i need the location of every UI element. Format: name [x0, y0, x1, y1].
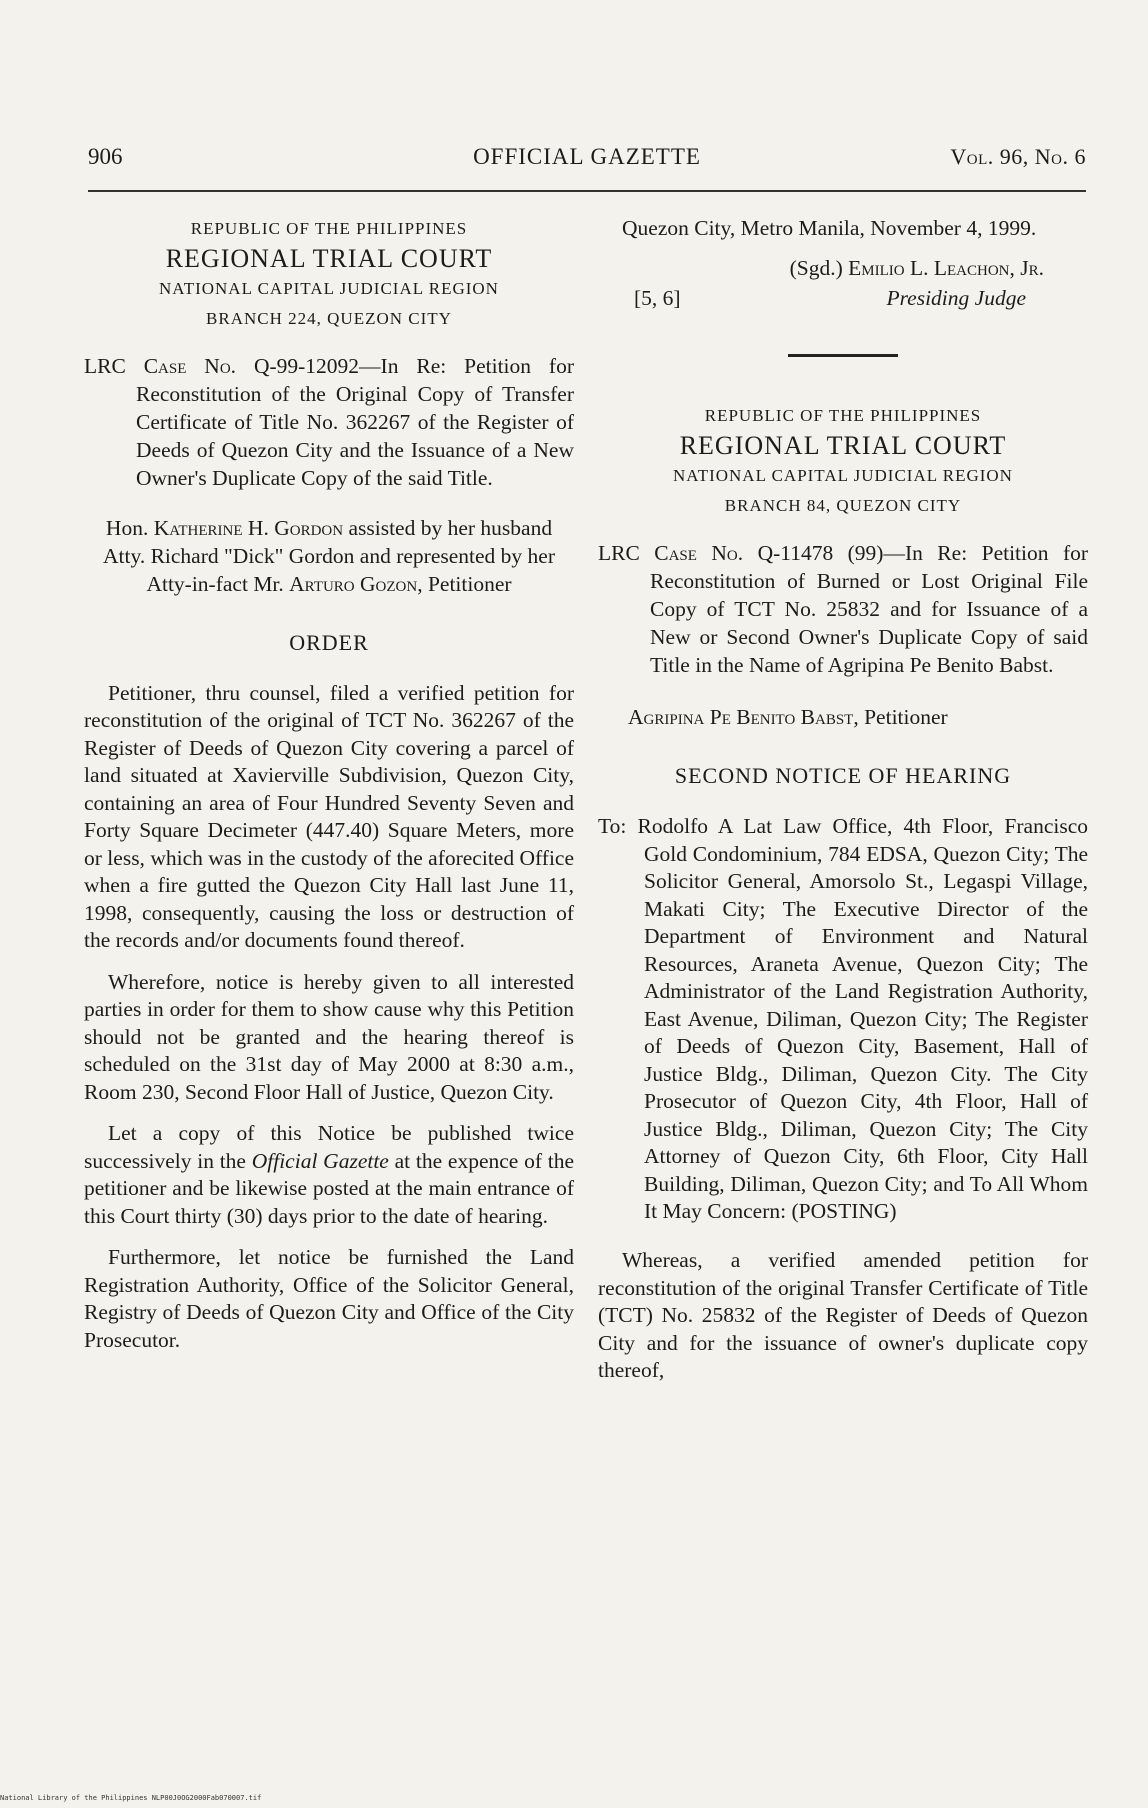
case-text: Q-99-12092—In Re: Petition for Reconstitution of the Original Copy of Transfer Certificate of Title No. 362267 of the Register of Deeds of Quezon City and the Issuance of a New Owner's Duplicate Copy of the said Title.	[136, 354, 574, 490]
whereas-paragraph: Whereas, a verified amended petition for reconstitution of the original Transfer Certificate of Title (TCT) No. 25832 of the Register of Deeds of Quezon City and for the issuance of owner's duplicate copy thereof,	[598, 1248, 1088, 1382]
header-rule	[88, 190, 1086, 192]
issue-reference: [5, 6]	[634, 286, 681, 310]
branch-line: BRANCH 224, QUEZON CITY	[206, 309, 452, 328]
publication-paragraph	[84, 1120, 574, 1230]
order-paragraph: Wherefore, notice is hereby given to all interested parties in order for them to show cause why this Petition should not be granted and the hearing thereof is scheduled on the 31st day of May 2000 at 8:30 a.m., Room 230, Second Floor Hall of Justice, Quezon City.	[84, 969, 574, 1104]
order-title: ORDER	[289, 629, 369, 655]
party-prefix: Hon.	[105, 515, 149, 540]
case-caption	[84, 352, 574, 492]
court-name: REGIONAL TRIAL COURT	[165, 244, 493, 273]
petitioner-line	[598, 703, 1088, 731]
page-number: 906	[88, 144, 123, 169]
party-suffix: , Petitioner	[417, 571, 512, 596]
petitioner-name: Katherine H. Gordon	[153, 515, 344, 540]
addressees	[598, 813, 1088, 1226]
case-label: LRC Case No.	[598, 541, 744, 565]
case-text: Q-11478 (99)—In Re: Petition for Reconstitution of Burned or Lost Original File Copy of TCT No. 25832 and for Issuance of a New or Second Owner's Duplicate Copy of said Title in the Name of Agripina Pe Benito Babst.	[650, 541, 1089, 677]
court-name: REGIONAL TRIAL COURT	[679, 431, 1007, 460]
republic-line: REPUBLIC OF THE PHILIPPINES	[190, 219, 468, 238]
branch-line: BRANCH 84, QUEZON CITY	[724, 496, 962, 515]
order-paragraph: Petitioner, thru counsel, filed a verified petition for reconstitution of the original of TCT No. 362267 of the Register of Deeds of Quezon City covering a parcel of land situated at Xavierville Subdivision, Quezon City, containing an area of Four Hundred Seventy Seven and Forty Square Decimeter (447.40) Square Meters, more or less, which was in the custody of the aforecited Office when a fire gutted the Quezon City Hall last June 11, 1998, consequently, causing the loss or destruction of the records and/or documents found thereof.	[84, 680, 574, 952]
case-label: LRC Case No.	[84, 354, 237, 378]
to-label: To:	[598, 814, 627, 838]
addressee-list: Rodolfo A Lat Law Office, 4th Floor, Francisco Gold Condominium, 784 EDSA, Quezon City; The Solicitor General, Amorsolo St., Legaspi Village, Makati City; The Executive Director of the Department of Environment and Natural Resources, Araneta Avenue, Quezon City; The Administrator of the Land Registration Authority, East Avenue, Diliman, Quezon City; The Register of Deeds of Quezon City, Basement, Hall of Justice Bldg., Diliman, Quezon City. The City Prosecutor of Quezon City, 4th Floor, Hall of Justice Bldg., Diliman, Quezon City; The City Attorney of Quezon City, 6th Floor, City Hall Building, Diliman, Quezon City; and To All Whom It May Concern: (POSTING)	[637, 814, 1088, 1223]
judicial-region: NATIONAL CAPITAL JUDICIAL REGION	[159, 279, 499, 298]
right-column	[598, 214, 1088, 1385]
case-caption	[598, 539, 1088, 679]
publication-text-end: at the expence of the petitioner and be likewise posted at the main entrance of this Court thirty (30) days prior to the date of hearing.	[84, 1148, 575, 1228]
court-header-branch-84	[598, 401, 1088, 521]
dateline: Quezon City, Metro Manila, November 4, 1999.	[622, 216, 1037, 240]
judge-name: Emilio L. Leachon, Jr.	[848, 256, 1044, 280]
republic-line: REPUBLIC OF THE PHILIPPINES	[704, 406, 982, 425]
signature-line	[790, 254, 1044, 282]
gazette-name: Official Gazette	[251, 1148, 389, 1173]
scan-footer: National Library of the Philippines NLP00J0OG2000Fab070007.tif	[0, 1794, 262, 1802]
petitioner-suffix: , Petitioner	[853, 705, 948, 729]
left-column	[84, 214, 574, 1354]
sgd-mark: (Sgd.)	[789, 256, 843, 280]
publication-title: OFFICIAL GAZETTE	[473, 144, 701, 169]
petitioner-name: Agripina Pe Benito Babst	[628, 705, 854, 729]
signature-block	[598, 254, 1088, 314]
running-head	[88, 144, 1086, 180]
party-desc: assisted by her husband Atty. Richard "Dick" Gordon and represented by her Atty-in-fact Mr.	[103, 515, 555, 596]
notice-paragraph: Furthermore, let notice be furnished the Land Registration Authority, Office of the Solicitor General, Registry of Deeds of Quezon City and Office of the City Prosecutor.	[84, 1245, 574, 1352]
volume-number: Vol. 96, No. 6	[950, 144, 1086, 169]
court-header-branch-224	[84, 214, 574, 334]
parties	[84, 514, 574, 598]
notice-title: SECOND NOTICE OF HEARING	[674, 763, 1012, 788]
publication-text: Let a copy of this Notice be published twice successively in the	[84, 1121, 574, 1173]
judicial-region: NATIONAL CAPITAL JUDICIAL REGION	[673, 466, 1013, 485]
judge-title: Presiding Judge	[886, 286, 1026, 310]
attorney-in-fact-name: Arturo Gozon	[289, 571, 418, 596]
